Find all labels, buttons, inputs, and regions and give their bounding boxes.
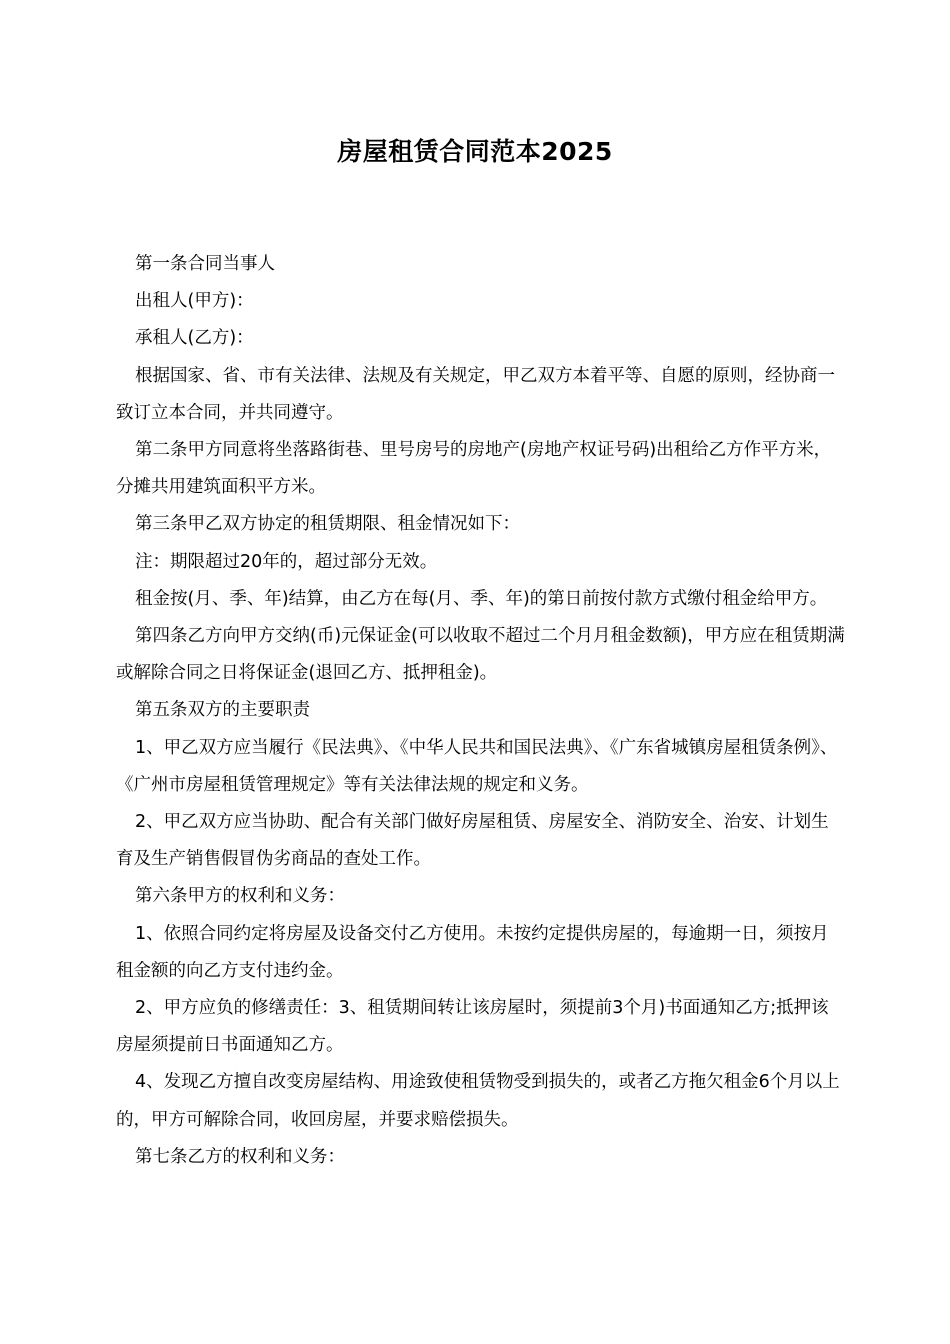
clause-4-paragraph: 第四条乙方向甲方交纳(币)元保证金(可以收取不超过二个月月租金数额)，甲方应在租赁期满或解除合同之日将保证金(退回乙方、抵押租金)。 [116,626,845,684]
clause-6-item-2: 2、甲方应负的修缮责任：3、租赁期间转让该房屋时，须提前3个月)书面通知乙方;抵押该房屋须提前日书面通知乙方。 [116,998,829,1056]
clause-5-item-2: 2、甲乙双方应当协助、配合有关部门做好房屋租赁、房屋安全、消防安全、治安、计划生育及生产销售假冒伪劣商品的查处工作。 [116,812,829,870]
clause-6-item-4: 4、发现乙方擅自改变房屋结构、用途致使租赁物受到损失的，或者乙方拖欠租金6个月以上的，甲方可解除合同，收回房屋，并要求赔偿损失。 [116,1072,840,1130]
clause-3-heading: 第三条甲乙双方协定的租赁期限、租金情况如下： [135,514,520,535]
clause-7-heading: 第七条乙方的权利和义务： [135,1146,345,1167]
clause-5-item-1: 1、甲乙双方应当履行《民法典》、《中华人民共和国民法典》、《广东省城镇房屋租赁条例》、《广州市房屋租赁管理规定》等有关法律法规的规定和义务。 [116,737,838,795]
lessee-field: 承租人(乙方)： [135,328,254,349]
lessor-field: 出租人(甲方)： [135,291,254,312]
clause-1-heading: 第一条合同当事人 [135,254,275,274]
preamble-paragraph: 根据国家、省、市有关法律、法规及有关规定，甲乙双方本着平等、自愿的原则，经协商一致订立本合同，并共同遵守。 [116,365,835,423]
term-note: 注：期限超过20年的，超过部分无效。 [135,551,438,572]
clause-5-heading: 第五条双方的主要职责 [135,700,310,721]
rent-payment-paragraph: 租金按(月、季、年)结算，由乙方在每(月、季、年)的第日前按付款方式缴付租金给甲方。 [135,588,828,609]
document-title: 房屋租赁合同范本2025 [337,137,613,166]
clause-6-heading: 第六条甲方的权利和义务： [135,886,345,907]
clause-6-item-1: 1、依照合同约定将房屋及设备交付乙方使用。未按约定提供房屋的，每逾期一日，须按月租金额的向乙方支付违约金。 [116,923,829,981]
document-body [116,246,846,1176]
clause-2-paragraph: 第二条甲方同意将坐落路街巷、里号房号的房地产(房地产权证号码)出租给乙方作平方米，分摊共用建筑面积平方米。 [116,440,832,498]
